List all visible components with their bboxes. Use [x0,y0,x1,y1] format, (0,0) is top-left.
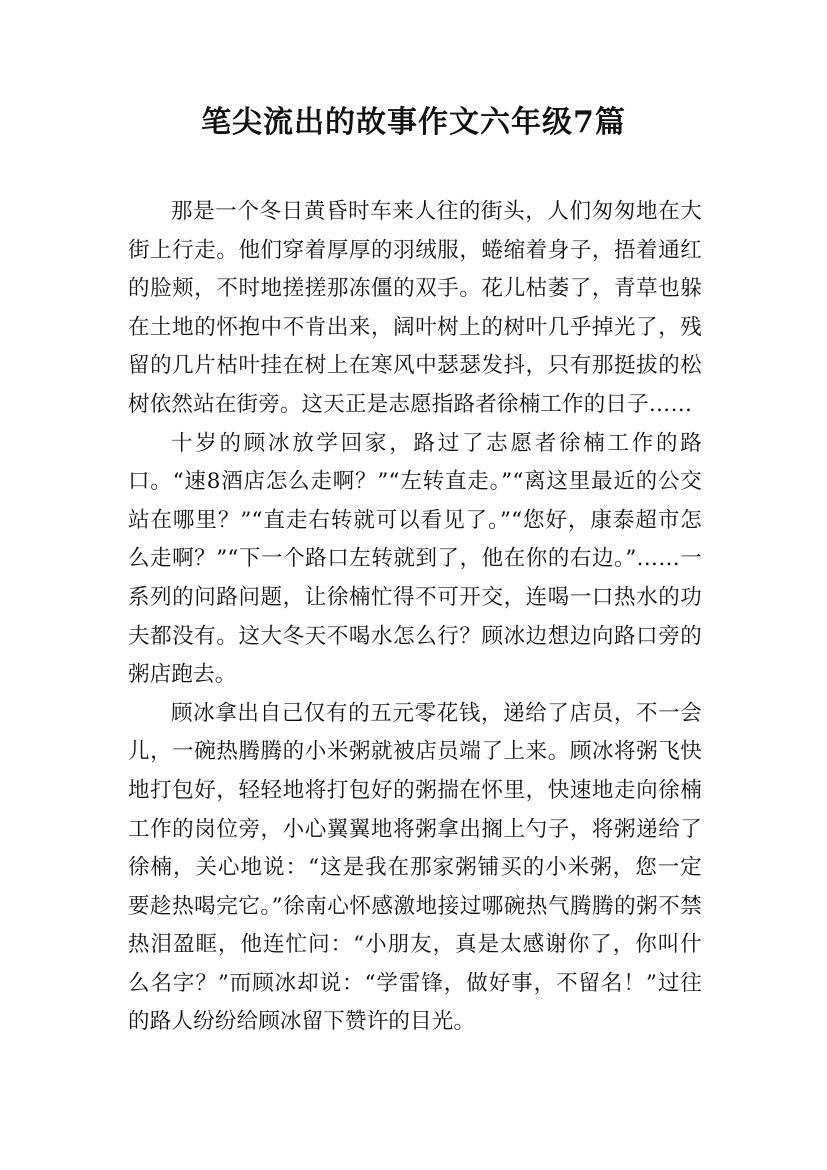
document-title: 笔尖流出的故事作文六年级7篇 [201,105,626,140]
paragraph: 顾冰拿出自己仅有的五元零花钱，递给了店员，不一会儿，一碗热腾腾的小米粥就被店员端了上来。顾冰将粥飞快地打包好，轻轻地将打包好的粥揣在怀里，快速地走向徐楠工作的岗位旁，小心翼翼地将粥拿出搁上勺子，将粥递给了徐楠，关心地说：“这是我在那家粥铺买的小米粥，您一定要趁热喝完它。”徐南心怀感激地接过哪碗热气腾腾的粥不禁热泪盈眶，他连忙问：“小朋友，真是太感谢你了，你叫什么名字？”而顾冰却说：“学雷锋，做好事，不留名！”过往的路人纷纷给顾冰留下赞许的目光。 [128,700,702,1035]
document-body [128,193,702,1042]
paragraph: 那是一个冬日黄昏时车来人往的街头，人们匆匆地在大街上行走。他们穿着厚厚的羽绒服，蜷缩着身子，捂着通红的脸颊，不时地搓搓那冻僵的双手。花儿枯萎了，青草也躲在土地的怀抱中不肯出来，阔叶树上的树叶几乎掉光了，残留的几片枯叶挂在树上在寒风中瑟瑟发抖，只有那挺拔的松树依然站在街旁。这天正是志愿指路者徐楠工作的日子…… [128,199,702,417]
paragraph: 十岁的顾冰放学回家，路过了志愿者徐楠工作的路口。“速8酒店怎么走啊？”“左转直走。”“离这里最近的公交站在哪里？”“直走右转就可以看见了。”“您好，康泰超市怎么走啊？”“下一个路口左转就到了，他在你的右边。”……一系列的问路问题，让徐楠忙得不可开交，连喝一口热水的功夫都没有。这大冬天不喝水怎么行？顾冰边想边向路口旁的粥店跑去。 [128,430,702,688]
